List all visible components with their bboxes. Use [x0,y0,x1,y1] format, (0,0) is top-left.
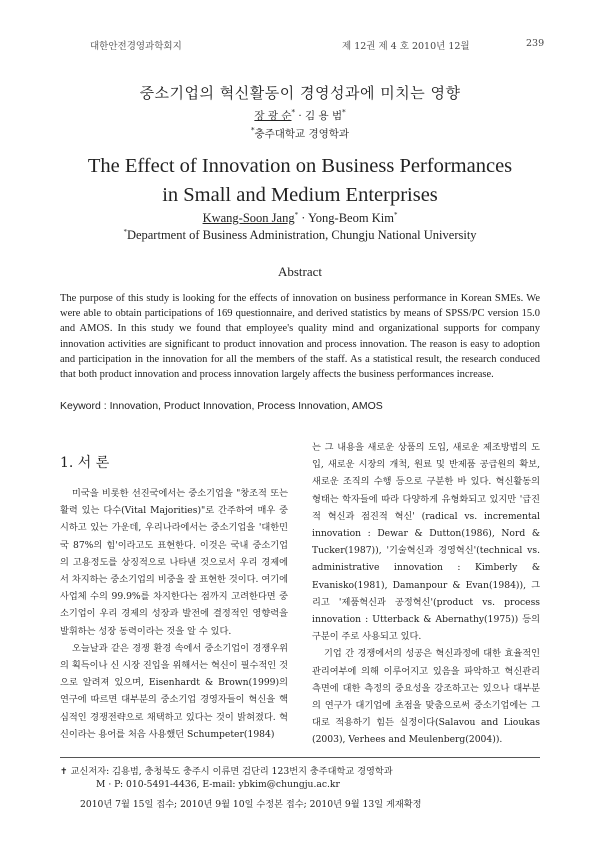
footnote-corresponding-author: ✝ 교신저자: 김용범, 충청북도 충주시 이류면 검단리 123번지 충주대학교 경영학과 [60,766,393,777]
english-title [0,152,600,210]
footnote-divider [60,757,540,758]
korean-author-2: 김 용 범 [305,110,343,122]
english-affiliation: *Department of Business Administration, Chungju National University [123,228,477,243]
journal-name: 대한안전경영과학회지 [90,41,182,52]
english-title-line-1: The Effect of Innovation on Business Performances [87,155,513,177]
author-separator: · [294,110,305,122]
korean-title: 중소기업의 혁신활동이 경영성과에 미치는 영향 [139,84,461,102]
english-author-2: Yong-Beom Kim [308,211,394,226]
left-column [60,485,288,743]
korean-affiliation: *충주대학교 경영학과 [250,126,350,140]
english-title-line-2: in Small and Medium Enterprises [162,184,438,206]
dagger-mark: ✝ [60,766,71,777]
corresponding-mark: * [291,108,295,117]
paragraph: 미국을 비롯한 선진국에서는 중소기업을 "창조적 또는 활력 있는 다수(Vital Majorities)"로 간주하여 매우 중시하고 있는 가운데, 우리나라에서는 중소기업을 '대한민국 87%의 힘'이라고도 표현한다. 이것은 국내 중소기업의 고용정도를 상징적으로 나타낸 것으로서 우리 경제에서 차지하는 중소기업의 비중을 잘 표현한 것이다. 여기에 사업체 수의 99.9%를 차지한다는 점까지 고려한다면 중소기업이 우리 경제의 성장과 발전에 결정적인 영향력을 발휘하는 성장 동력이라는 것을 알 수 있다. [60,488,288,637]
page-number: 239 [526,38,545,49]
english-authors: Kwang-Soon Jang* · Yong-Beom Kim* [202,211,398,226]
korean-authors [0,108,600,123]
english-author-1: Kwang-Soon Jang [202,211,295,226]
abstract-text: The purpose of this study is looking for the effects of innovation on business performance in Korean SMEs. We were able to obtain participations of 169 questionnaire, and derived statistics by means of SPSS/PC version 15.0 and AMOS. In this study we found that employee's quality mind and organizational supports for company innovation activities are significant to product innovation and process innovation. The reason is easy to adoption and participation in the innovation for all the members of the staff. As a statistical result, the research conduced that both product innovation and process innovation largely affects the business performances increase. [60,293,540,381]
paragraph: 는 그 내용을 새로운 상품의 도입, 새로운 제조방법의 도입, 새로운 시장의 개척, 원료 및 반제품 공급원의 확보, 새로운 조직의 수행 등으로 구분한 바 있다. 혁신활동의 형태는 학자들에 따라 다양하게 유형화되고 있지만 '급진적 혁신과 점진적 혁신' (radical vs. incremental innovation : Dewar & Dutton(1986), Nord & Tucker(1987)), '기술혁신과 경영혁신'(technical vs. administrative innovation : Kimberly & Evanisko(1981), Damanpour & Evan(1984)), 그리고 '제품혁신과 공정혁신'(product vs. process innovation : Utterback & Abernathy(1975)) 등의 구분이 주로 사용되고 있다. [312,442,540,643]
section-heading: 1. 서 론 [60,455,110,471]
abstract-body [60,291,540,382]
paragraph: 기업 간 경쟁에서의 성공은 혁신과정에 대한 효율적인 관리여부에 의해 이루어지고 있음을 파악하고 혁신관리 측면에 대한 측정의 중요성을 강조하고는 있으나 대부분의 연구가 대기업에 초점을 맞춤으로써 중소기업에는 그대로 적용하기 힘든 실정이다(Salavou and Lioukas (2003), Verhees and Meulenberg(2004)). [312,648,540,746]
korean-author-1: 장 광 순 [254,110,292,122]
footnote-dates: 2010년 7월 15일 접수; 2010년 9월 10일 수정본 접수; 2010년 9월 13일 게재확정 [80,799,422,810]
keywords: Keyword : Innovation, Product Innovation, Process Innovation, AMOS [60,400,383,412]
affiliation-mark: * [342,108,346,117]
paragraph: 오늘날과 같은 경쟁 환경 속에서 중소기업이 경쟁우위의 획득이나 신 시장 진입을 위해서는 혁신이 필수적인 것으로 알려져 있으며, Eisenhardt & Brown(1999)의 연구에 따르면 대부분의 중소기업 경영자들이 혁신을 핵심적인 경쟁전략으로 채택하고 있다는 것이 밝혀졌다. 혁신이라는 용어를 처음 사용했던 Schumpeter(1984) [60,642,288,740]
right-column [312,439,540,749]
footnote-contact: M · P: 010-5491-4436, E-mail: ybkim@chungju.ac.kr [96,779,340,790]
issue-info: 제 12권 제 4 호 2010년 12월 [342,41,470,52]
abstract-heading: Abstract [277,264,323,279]
